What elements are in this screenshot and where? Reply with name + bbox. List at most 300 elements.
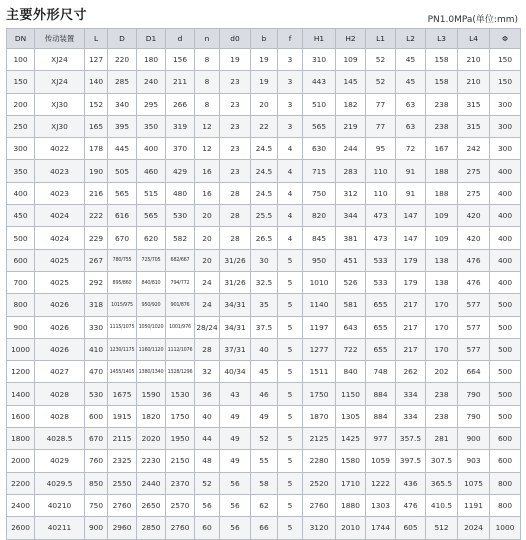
- table-cell: 202: [426, 361, 458, 383]
- table-cell: 476: [396, 494, 426, 516]
- table-cell: 643: [336, 316, 366, 338]
- table-cell: 2550: [108, 472, 137, 494]
- table-row: [7, 405, 521, 427]
- table-cell: 670: [108, 227, 137, 249]
- table-cell: 760: [85, 450, 108, 472]
- table-cell: 20: [251, 93, 278, 115]
- table-cell: 63: [396, 93, 426, 115]
- table-cell: 530: [166, 205, 195, 227]
- table-cell: 4026: [35, 338, 85, 360]
- table-row: [7, 294, 521, 316]
- table-cell: 381: [336, 227, 366, 249]
- table-cell: 400: [490, 205, 521, 227]
- table-cell: 850: [85, 472, 108, 494]
- table-cell: 44: [195, 428, 220, 450]
- table-cell: 1230/1175: [108, 338, 137, 360]
- table-cell: 2020: [137, 428, 166, 450]
- table-cell: 2760: [166, 517, 195, 539]
- table-cell: 95: [366, 138, 396, 160]
- table-cell: 500: [7, 227, 35, 249]
- table-cell: 312: [336, 182, 366, 204]
- dimensions-table: [6, 28, 521, 540]
- table-cell: 178: [85, 138, 108, 160]
- table-cell: 49: [220, 450, 251, 472]
- table-cell: 582: [166, 227, 195, 249]
- table-cell: 24: [195, 271, 220, 293]
- table-cell: 3: [278, 93, 303, 115]
- table-cell: 500: [490, 405, 521, 427]
- table-cell: XJ24: [35, 49, 85, 71]
- table-cell: 216: [85, 182, 108, 204]
- table-cell: 397.5: [396, 450, 426, 472]
- table-cell: 4: [278, 160, 303, 182]
- table-cell: 56: [195, 494, 220, 516]
- table-cell: 150: [490, 71, 521, 93]
- table-cell: 16: [195, 182, 220, 204]
- table-cell: 2440: [137, 472, 166, 494]
- table-cell: 238: [426, 115, 458, 137]
- table-cell: 210: [458, 49, 490, 71]
- table-cell: 1015/975: [108, 294, 137, 316]
- table-row: [7, 472, 521, 494]
- column-header: H1: [303, 29, 336, 49]
- table-cell: 344: [336, 205, 366, 227]
- table-cell: 340: [108, 93, 137, 115]
- table-cell: 4024: [35, 227, 85, 249]
- table-cell: 500: [490, 294, 521, 316]
- table-cell: 1001/976: [166, 316, 195, 338]
- table-cell: 429: [166, 160, 195, 182]
- table-cell: 283: [336, 160, 366, 182]
- table-cell: 36: [195, 383, 220, 405]
- table-cell: 2150: [166, 450, 195, 472]
- table-cell: 2760: [303, 494, 336, 516]
- table-cell: 1140: [303, 294, 336, 316]
- table-cell: 5: [278, 294, 303, 316]
- table-cell: 400: [137, 138, 166, 160]
- table-cell: 577: [458, 316, 490, 338]
- table-cell: 52: [366, 49, 396, 71]
- table-cell: 600: [85, 405, 108, 427]
- table-cell: 127: [85, 49, 108, 71]
- table-cell: 2370: [166, 472, 195, 494]
- table-header: [7, 29, 521, 49]
- table-cell: 4028.5: [35, 428, 85, 450]
- table-cell: 4: [278, 138, 303, 160]
- table-cell: 4: [278, 182, 303, 204]
- table-cell: 2115: [108, 428, 137, 450]
- table-cell: 46: [251, 383, 278, 405]
- table-cell: 158: [426, 49, 458, 71]
- table-cell: 350: [7, 160, 35, 182]
- table-cell: 34/31: [220, 316, 251, 338]
- table-cell: 1303: [366, 494, 396, 516]
- table-cell: 40: [195, 405, 220, 427]
- table-cell: 780/755: [108, 249, 137, 271]
- table-cell: 903: [458, 450, 490, 472]
- table-cell: 670: [85, 428, 108, 450]
- table-cell: 357.5: [396, 428, 426, 450]
- table-cell: 1059: [366, 450, 396, 472]
- column-header: DN: [7, 29, 35, 49]
- table-cell: 5: [278, 271, 303, 293]
- pressure-unit-label: PN1.0MPa(单位:mm): [427, 15, 518, 25]
- table-cell: 219: [336, 115, 366, 137]
- table-row: [7, 49, 521, 71]
- table-row: [7, 227, 521, 249]
- column-header: H2: [336, 29, 366, 49]
- table-cell: 2650: [137, 494, 166, 516]
- table-cell: 330: [85, 316, 108, 338]
- table-cell: 950: [303, 249, 336, 271]
- table-cell: 8: [195, 49, 220, 71]
- table-cell: 152: [85, 93, 108, 115]
- table-cell: 34/31: [220, 294, 251, 316]
- table-cell: 22: [251, 115, 278, 137]
- table-cell: 884: [366, 405, 396, 427]
- table-cell: 748: [366, 361, 396, 383]
- table-cell: 500: [490, 361, 521, 383]
- table-row: [7, 450, 521, 472]
- table-cell: 2960: [108, 517, 137, 539]
- table-cell: 1425: [336, 428, 366, 450]
- table-cell: 110: [366, 182, 396, 204]
- table-cell: 238: [426, 93, 458, 115]
- table-row: [7, 93, 521, 115]
- column-header: L1: [366, 29, 396, 49]
- table-cell: 220: [108, 49, 137, 71]
- table-cell: 56: [220, 517, 251, 539]
- table-cell: 750: [85, 494, 108, 516]
- column-header: f: [278, 29, 303, 49]
- table-cell: 318: [85, 294, 108, 316]
- column-header: d0: [220, 29, 251, 49]
- table-cell: 901/876: [166, 294, 195, 316]
- column-header: d: [166, 29, 195, 49]
- table-cell: 49: [220, 428, 251, 450]
- table-cell: 1820: [137, 405, 166, 427]
- table-cell: 72: [396, 138, 426, 160]
- table-cell: 420: [458, 227, 490, 249]
- table-cell: 1750: [303, 383, 336, 405]
- table-cell: 63: [396, 115, 426, 137]
- table-cell: 512: [426, 517, 458, 539]
- table-cell: 250: [7, 115, 35, 137]
- table-cell: 109: [336, 49, 366, 71]
- table-cell: 150: [490, 49, 521, 71]
- table-cell: 1530: [166, 383, 195, 405]
- table-cell: 52: [195, 472, 220, 494]
- table-cell: 4: [278, 205, 303, 227]
- table-cell: 1580: [336, 450, 366, 472]
- table-cell: 26.5: [251, 227, 278, 249]
- table-cell: 1160/1120: [137, 338, 166, 360]
- table-cell: 77: [366, 93, 396, 115]
- table-cell: 3: [278, 71, 303, 93]
- table-cell: 581: [336, 294, 366, 316]
- table-cell: 505: [108, 160, 137, 182]
- table-cell: 2010: [336, 517, 366, 539]
- table-cell: 395: [108, 115, 137, 137]
- table-cell: 150: [7, 71, 35, 93]
- table-cell: 1590: [137, 383, 166, 405]
- table-cell: 820: [303, 205, 336, 227]
- table-cell: 900: [85, 517, 108, 539]
- table-cell: 109: [426, 227, 458, 249]
- table-cell: 410.5: [426, 494, 458, 516]
- table-cell: 1870: [303, 405, 336, 427]
- table-cell: 4023: [35, 160, 85, 182]
- table-row: [7, 517, 521, 539]
- table-cell: 45: [251, 361, 278, 383]
- table-cell: 445: [108, 138, 137, 160]
- table-cell: 285: [108, 71, 137, 93]
- table-cell: 1328/1296: [166, 361, 195, 383]
- table-cell: 2760: [108, 494, 137, 516]
- table-cell: 240: [137, 71, 166, 93]
- table-cell: 56: [220, 472, 251, 494]
- table-cell: 4026: [35, 316, 85, 338]
- table-row: [7, 316, 521, 338]
- column-header: 传动装置: [35, 29, 85, 49]
- table-row: [7, 271, 521, 293]
- table-cell: 4025: [35, 271, 85, 293]
- table-cell: 5: [278, 450, 303, 472]
- table-cell: 300: [490, 93, 521, 115]
- table-cell: 365.5: [426, 472, 458, 494]
- table-cell: 526: [336, 271, 366, 293]
- table-cell: 1455/1405: [108, 361, 137, 383]
- column-header: L3: [426, 29, 458, 49]
- table-cell: 229: [85, 227, 108, 249]
- table-cell: 480: [166, 182, 195, 204]
- table-row: [7, 338, 521, 360]
- table-cell: 400: [490, 249, 521, 271]
- table-cell: 450: [7, 205, 35, 227]
- table-cell: 281: [426, 428, 458, 450]
- table-cell: 3: [278, 49, 303, 71]
- table-cell: 400: [490, 271, 521, 293]
- table-cell: 292: [85, 271, 108, 293]
- table-cell: 4028: [35, 405, 85, 427]
- table-cell: 1277: [303, 338, 336, 360]
- table-cell: 1115/1075: [108, 316, 137, 338]
- table-cell: 319: [166, 115, 195, 137]
- table-cell: XJ30: [35, 93, 85, 115]
- table-cell: 262: [396, 361, 426, 383]
- table-cell: 66: [251, 517, 278, 539]
- table-cell: 4: [278, 227, 303, 249]
- table-cell: XJ30: [35, 115, 85, 137]
- table-cell: 19: [220, 49, 251, 71]
- table-cell: 4023: [35, 182, 85, 204]
- table-cell: 1050/1020: [137, 316, 166, 338]
- table-cell: 895/860: [108, 271, 137, 293]
- table-cell: 55: [251, 450, 278, 472]
- table-cell: 1600: [7, 405, 35, 427]
- table-cell: 49: [220, 405, 251, 427]
- table-cell: 3120: [303, 517, 336, 539]
- table-row: [7, 160, 521, 182]
- table-cell: 300: [490, 115, 521, 137]
- table-cell: 1010: [303, 271, 336, 293]
- column-header: b: [251, 29, 278, 49]
- table-cell: 443: [303, 71, 336, 93]
- table-cell: 700: [7, 271, 35, 293]
- table-cell: 370: [166, 138, 195, 160]
- table-cell: 950/920: [137, 294, 166, 316]
- table-cell: 145: [336, 71, 366, 93]
- table-cell: 400: [7, 182, 35, 204]
- table-cell: 48: [195, 450, 220, 472]
- table-body: [7, 49, 521, 540]
- table-cell: 500: [490, 316, 521, 338]
- table-cell: 2200: [7, 472, 35, 494]
- table-cell: 451: [336, 249, 366, 271]
- table-cell: 8: [195, 93, 220, 115]
- table-cell: 4024: [35, 205, 85, 227]
- table-cell: 40211: [35, 517, 85, 539]
- table-cell: 242: [458, 138, 490, 160]
- table-cell: 1675: [108, 383, 137, 405]
- table-cell: 1197: [303, 316, 336, 338]
- table-cell: 460: [137, 160, 166, 182]
- table-cell: 222: [85, 205, 108, 227]
- table-cell: 180: [137, 49, 166, 71]
- table-cell: 16: [195, 160, 220, 182]
- table-cell: 900: [7, 316, 35, 338]
- table-cell: 77: [366, 115, 396, 137]
- table-cell: 190: [85, 160, 108, 182]
- table-cell: 28: [220, 205, 251, 227]
- table-cell: 1200: [7, 361, 35, 383]
- table-cell: 5: [278, 405, 303, 427]
- table-cell: 334: [396, 383, 426, 405]
- table-cell: 238: [426, 383, 458, 405]
- column-header: L4: [458, 29, 490, 49]
- table-cell: 12: [195, 115, 220, 137]
- table-row: [7, 361, 521, 383]
- table-cell: 1744: [366, 517, 396, 539]
- table-cell: 600: [490, 450, 521, 472]
- table-cell: 470: [85, 361, 108, 383]
- table-cell: 1880: [336, 494, 366, 516]
- table-cell: 267: [85, 249, 108, 271]
- table-cell: 91: [396, 160, 426, 182]
- table-cell: 5: [278, 383, 303, 405]
- table-cell: 600: [490, 428, 521, 450]
- table-row: [7, 494, 521, 516]
- table-cell: 5: [278, 494, 303, 516]
- table-cell: 884: [366, 383, 396, 405]
- table-cell: 4027: [35, 361, 85, 383]
- table-cell: 4025: [35, 249, 85, 271]
- table-cell: 20: [195, 227, 220, 249]
- table-cell: 100: [7, 49, 35, 71]
- table-cell: 840: [336, 361, 366, 383]
- table-cell: 28: [195, 338, 220, 360]
- column-header: D: [108, 29, 137, 49]
- table-cell: 500: [490, 338, 521, 360]
- table-row: [7, 383, 521, 405]
- table-cell: 275: [458, 160, 490, 182]
- table-cell: 400: [490, 227, 521, 249]
- table-cell: 110: [366, 160, 396, 182]
- table-cell: 565: [137, 205, 166, 227]
- table-cell: 310: [303, 49, 336, 71]
- table-cell: 577: [458, 294, 490, 316]
- table-cell: 400: [490, 182, 521, 204]
- table-cell: 1222: [366, 472, 396, 494]
- table-cell: 238: [426, 405, 458, 427]
- table-cell: 1380/1340: [137, 361, 166, 383]
- table-cell: 19: [251, 71, 278, 93]
- table-cell: 60: [195, 517, 220, 539]
- table-cell: 630: [303, 138, 336, 160]
- table-cell: 473: [366, 227, 396, 249]
- table-cell: 800: [490, 494, 521, 516]
- table-cell: 23: [220, 93, 251, 115]
- table-cell: 188: [426, 182, 458, 204]
- table-cell: 5: [278, 338, 303, 360]
- table-cell: 217: [396, 294, 426, 316]
- table-cell: 5: [278, 472, 303, 494]
- column-header: Φ: [490, 29, 521, 49]
- table-cell: 476: [458, 249, 490, 271]
- table-cell: 52: [366, 71, 396, 93]
- table-cell: 170: [426, 294, 458, 316]
- table-cell: 32: [195, 361, 220, 383]
- table-row: [7, 205, 521, 227]
- table-cell: 147: [396, 205, 426, 227]
- table-cell: 794/772: [166, 271, 195, 293]
- table-cell: 211: [166, 71, 195, 93]
- table-cell: 4028: [35, 383, 85, 405]
- table-cell: 655: [366, 316, 396, 338]
- table-cell: 8: [195, 71, 220, 93]
- table-cell: 315: [458, 93, 490, 115]
- table-cell: 5: [278, 249, 303, 271]
- table-cell: 28/24: [195, 316, 220, 338]
- table-row: [7, 138, 521, 160]
- table-cell: 1112/1076: [166, 338, 195, 360]
- table-cell: 40/34: [220, 361, 251, 383]
- table-cell: 25.5: [251, 205, 278, 227]
- column-header: D1: [137, 29, 166, 49]
- table-cell: 790: [458, 383, 490, 405]
- table-cell: 31/26: [220, 271, 251, 293]
- table-cell: 24.5: [251, 138, 278, 160]
- table-cell: 167: [426, 138, 458, 160]
- table-cell: 45: [396, 71, 426, 93]
- table-cell: 845: [303, 227, 336, 249]
- table-cell: 2600: [7, 517, 35, 539]
- table-cell: 1950: [166, 428, 195, 450]
- table-row: [7, 428, 521, 450]
- table-cell: 170: [426, 316, 458, 338]
- table-cell: 300: [7, 138, 35, 160]
- page-title: 主要外形尺寸: [6, 8, 88, 23]
- table-cell: 3: [278, 115, 303, 137]
- table-cell: 1400: [7, 383, 35, 405]
- table-cell: 23: [220, 71, 251, 93]
- table-cell: 725/705: [137, 249, 166, 271]
- table-cell: 410: [85, 338, 108, 360]
- table-cell: 2400: [7, 494, 35, 516]
- table-cell: 37.5: [251, 316, 278, 338]
- table-cell: 500: [490, 383, 521, 405]
- table-cell: 32.5: [251, 271, 278, 293]
